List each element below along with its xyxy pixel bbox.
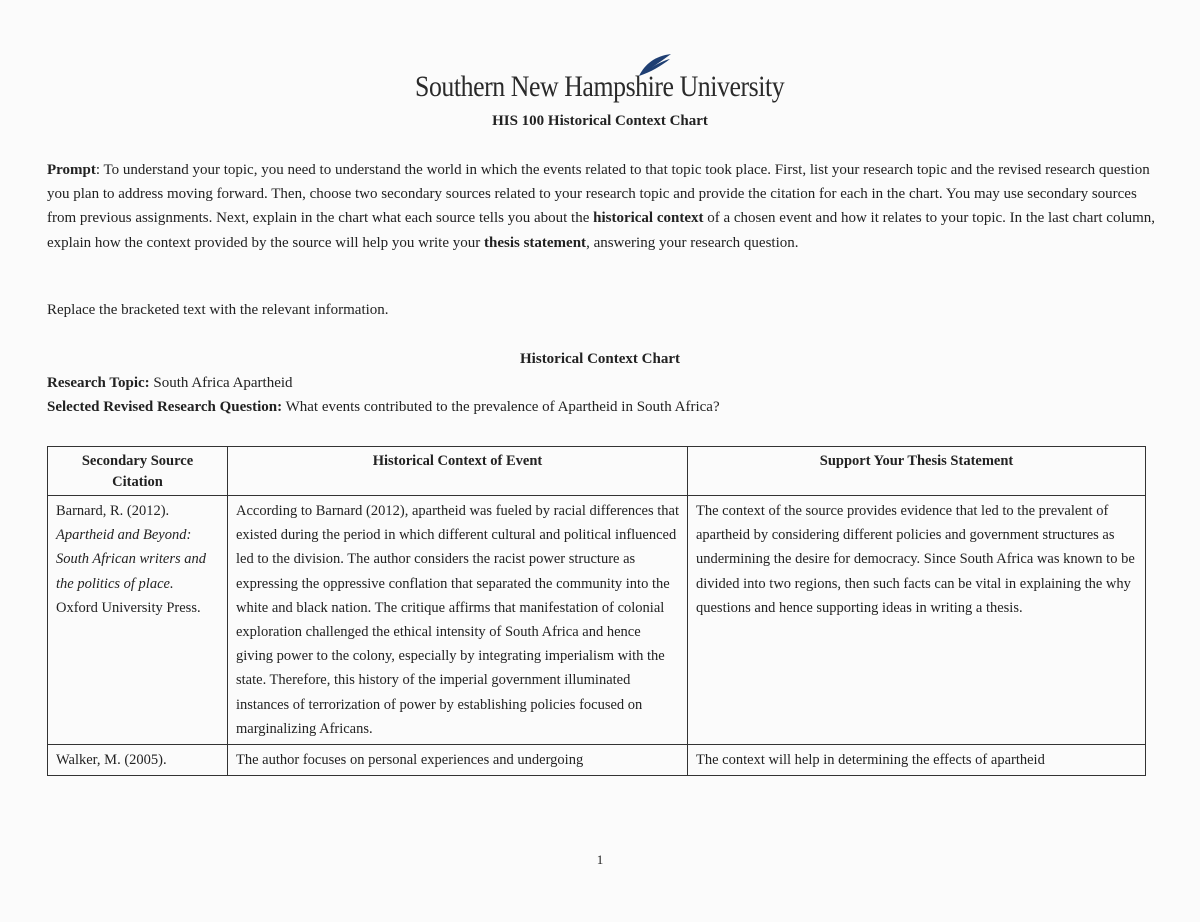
prompt-bold-historical-context: historical context <box>593 210 704 227</box>
prompt-bold-thesis-statement: thesis statement <box>483 234 587 251</box>
citation-title: Apartheid and Beyond: South African writers and the politics of place. <box>56 527 206 592</box>
replace-note: Replace the bracketed text with the relevant information. <box>47 302 389 318</box>
table-row <box>48 745 1146 776</box>
logo-text: Southern New Hampshire University <box>415 70 785 103</box>
header-historical-context: Historical Context of Event <box>228 447 688 496</box>
prompt-text-1: : To understand your topic, you need to understand the world in which the events related to that topic took place. First, list your research topic and the revised research question you plan to address moving forward. Then, choose two secondary sources related to your research topic and provide the citation for each in the chart. You may use secondary sources from previous assignments. Next, explain in the chart what each source tells you about the <box>47 162 1150 227</box>
research-topic-label: Research Topic: <box>47 375 150 391</box>
header-thesis-support: Support Your Thesis Statement <box>688 447 1146 496</box>
research-topic <box>47 375 293 392</box>
prompt-text-3: , answering your research question. <box>586 234 799 251</box>
prompt-label: Prompt <box>47 162 96 178</box>
prompt-text-2: of a chosen event and how it relates to your topic. In the last chart column, explain how the context provided by the source will help you write your <box>47 210 1156 251</box>
research-question <box>47 399 720 416</box>
context-cell: According to Barnard (2012), apartheid was fueled by racial differences that existed during the period in which different cultural and political influenced led to the division. The author considers the racist power structure as expressing the oppressive conflation that separated the community into the white and black nation. The critique affirms that manifestation of colonial exploration challenged the ethical intensity of South Africa and hence giving power to the colony, especially by integrating imperialism with the state. Therefore, this history of the imperial government illuminated instances of terrorization of power by establishing policies focused on marginalizing Africans. <box>228 496 688 745</box>
university-logo <box>0 70 1200 104</box>
citation-cell <box>48 496 228 745</box>
citation-author: Walker, M. (2005). <box>56 752 167 769</box>
thesis-cell: The context will help in determining the effects of apartheid <box>688 745 1146 776</box>
citation-publisher: Oxford University Press. <box>56 599 201 616</box>
research-question-label: Selected Revised Research Question: <box>47 399 283 415</box>
historical-context-table <box>47 446 1146 776</box>
thesis-cell: The context of the source provides evidence that led to the prevalent of apartheid by considering different policies and government structures as undermining the desire for democracy. Since South Africa was known to be divided into two regions, then such facts can be vital in explaining the why questions and hence supporting ideas in writing a thesis. <box>688 496 1146 745</box>
citation-cell <box>48 745 228 776</box>
chart-title: Historical Context Chart <box>520 351 680 367</box>
header-citation: Secondary Source Citation <box>48 447 228 496</box>
logo-leaf-icon <box>637 52 673 78</box>
research-topic-value: South Africa Apartheid <box>149 375 293 391</box>
context-cell: The author focuses on personal experiences and undergoing <box>228 745 688 776</box>
document-title: HIS 100 Historical Context Chart <box>492 113 708 129</box>
research-question-value: What events contributed to the prevalence of Apartheid in South Africa? <box>282 399 720 415</box>
table-row <box>48 496 1146 745</box>
page-number: 1 <box>596 852 604 867</box>
prompt-paragraph <box>47 158 1157 255</box>
citation-author: Barnard, R. (2012). <box>56 503 170 519</box>
table-header-row <box>48 447 1146 496</box>
